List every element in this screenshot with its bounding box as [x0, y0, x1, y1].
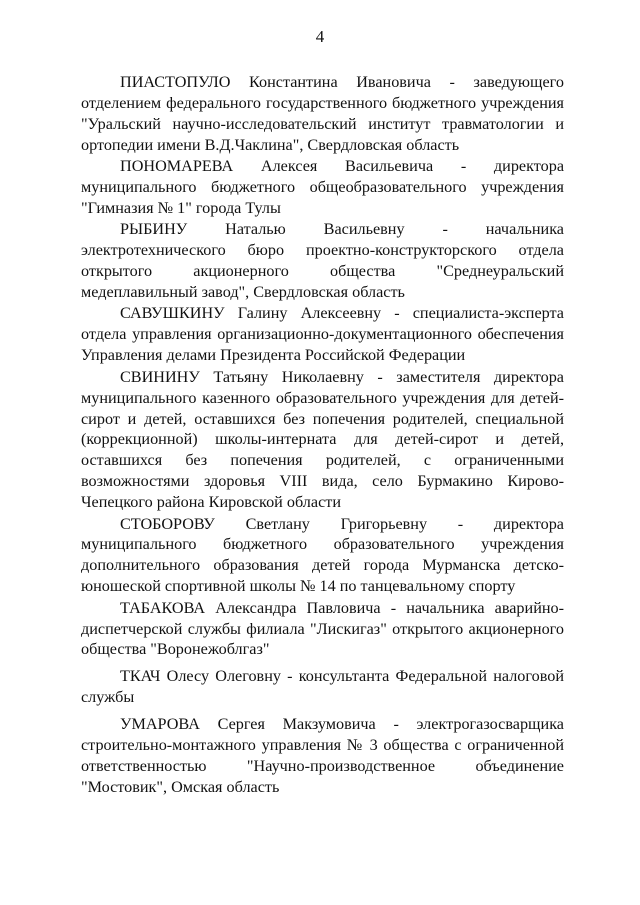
list-item: РЫБИНУ Наталью Васильевну - начальника электротехнического бюро проектно-конструкторского отдела открытого акционерного общества "Среднеуральский медеплавильный завод", Свердловская область — [81, 220, 564, 302]
list-item: САВУШКИНУ Галину Алексеевну - специалиста-эксперта отдела управления организационно-документационного обеспечения Управления делами Президента Российской Федерации — [81, 304, 564, 365]
list-item: ПИАСТОПУЛО Константина Ивановича - заведующего отделением федерального государственного бюджетного учреждения "Уральский научно-исследовательский институт травматологии и ортопедии имени В.Д.Чаклина", Свердловская область — [81, 73, 564, 154]
award-list — [81, 72, 564, 798]
list-item: ТКАЧ Олесу Олеговну - консультанта Федеральной налоговой службы — [81, 667, 564, 707]
list-item: УМАРОВА Сергея Макзумовича - электрогазосварщика строительно-монтажного управления № 3 общества с ограниченной ответственностью "Научно-производственное объединение "Мостовик", Омская область — [81, 715, 564, 796]
list-item: СТОБОРОВУ Светлану Григорьевну - директора муниципального бюджетного образовательного учреждения дополнительного образования детей города Мурманска детско-юношеской спортивной школы № 14 по танцевальному спорту — [81, 514, 564, 596]
page-number: 4 — [315, 27, 325, 46]
list-item: СВИНИНУ Татьяну Николаевну - заместителя директора муниципального казенного образовательного учреждения для детей-сирот и детей, оставшихся без попечения родителей, специальной (коррекционной) школы-интерната для детей-сирот и детей, оставшихся без попечения родителей, с ограниченными возможностями здоровья VIII вида, село Бурмакино Кирово-Чепецкого района Кировской области — [81, 367, 564, 512]
list-item: ПОНОМАРЕВА Алексея Васильевича - директора муниципального бюджетного общеобразовательного учреждения "Гимназия № 1" города Тулы — [81, 157, 564, 217]
list-item: ТАБАКОВА Александра Павловича - начальника аварийно-диспетчерской службы филиала "Лискигаз" открытого акционерного общества "Воронежоблгаз" — [81, 598, 564, 659]
